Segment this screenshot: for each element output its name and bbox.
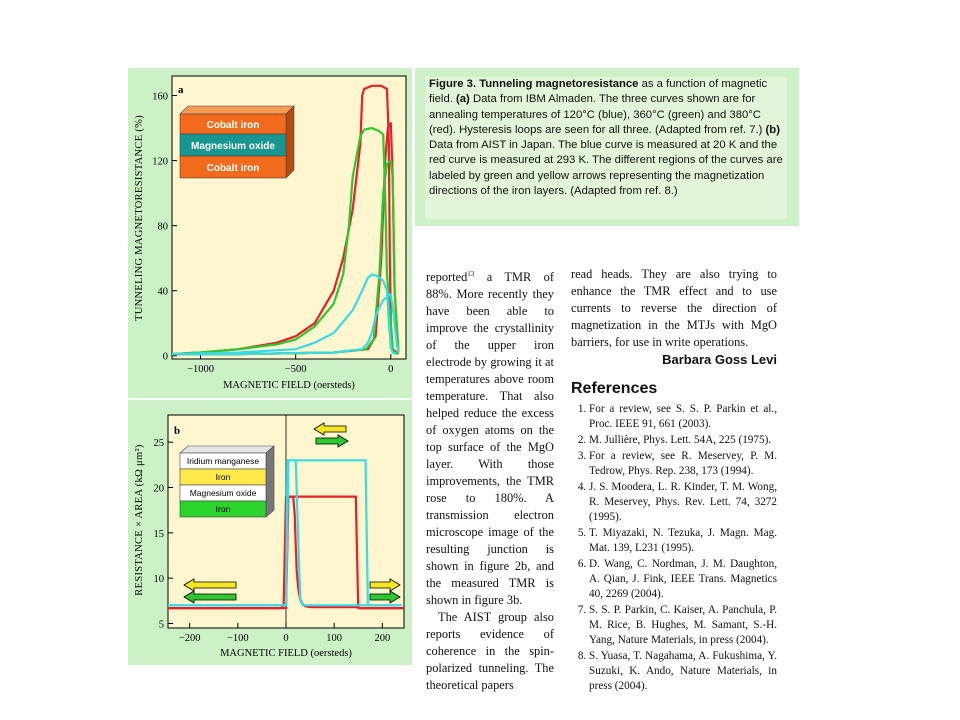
author-signature: Barbara Goss Levi [662,352,777,367]
reference-item: 7. S. S. P. Parkin, C. Kaiser, A. Panchula, P. M. Rice, B. Hughes, M. Samant, S.-H. Yang, Nature Materials, in press (2004). [589,603,777,648]
reference-item: 1. For a review, see S. S. P. Parkin et al., Proc. IEEE 91, 661 (2003). [589,402,777,432]
layer-stack-b [180,446,274,517]
chart-b-x-tick-label: 0 [283,633,289,644]
chart-a-x-tick-label: −500 [284,364,307,375]
chart-a-y-tick-label: 80 [157,221,168,233]
paragraph-1-text: a TMR of 88%. More recently they have been able to improve the crystallinity of the upper iron electrode by growing it at temperatures above room temperature. That also helped reduce the excess of oxygen atoms on the top surface of the MgO layer. With those improvements, the TMR rose to 180%. A transmission electron microscope image of the resulting junction is shown in figure 2b, and the measured TMR is shown in figure 3b. [426,270,554,608]
paragraph-2: The AIST group also reports evidence of coherence in the spin-polarized tunneling. The theoretical papers [426,610,554,693]
figure-3b-svg [128,400,412,665]
layer-label-iridium-manganese: Iridium manganese [186,456,260,466]
references-heading: References [571,380,658,397]
chart-b-x-tick-label: −200 [178,633,201,644]
layer-stack-a [180,106,294,178]
chart-b-x-tick-label: −100 [227,633,249,644]
figure-3b-panel [128,400,412,665]
panel-letter-a: a [178,84,184,96]
x-axis-label-b: MAGNETIC FIELD (oersteds) [220,648,352,659]
caption-a-text: Data from IBM Almaden. The three curves shown are for annealing temperatures of 120°C (blue), 360°C (green) and 380°C (red). Hysteresis loops are seen for all three. (Adapted from ref. 7.) [429,93,766,136]
figure-caption-box [415,68,799,226]
article-column-1 [426,266,554,693]
reference-item: 3. For a review, see R. Meservey, P. M. Tedrow, Phys. Rep. 238, 173 (1994). [589,449,777,479]
ref-superscript-13: 13 [467,270,475,278]
layer-label-magnesium-oxide-b: Magnesium oxide [189,488,257,498]
caption-a-label: (a) [456,93,470,106]
chart-a-y-tick-label: 120 [152,156,168,168]
chart-b-x-tick-label: 200 [374,633,391,644]
chart-b-y-tick-label: 5 [158,619,164,631]
paragraph-3: read heads. They are also trying to enhance the TMR effect and to use currents to reverse the direction of magnetization in the MTJs with MgO barriers, for use in write operations. [571,267,777,349]
chart-a-y-tick-label: 40 [157,286,168,298]
x-axis-label-a: MAGNETIC FIELD (oersteds) [223,380,355,391]
reference-item: 6. D. Wang, C. Nordman, J. M. Daughton, A. Qian, J. Fink, IEEE Trans. Magnetics 40, 2269 (2004). [589,557,777,602]
reference-item: 5. T. Miyazaki, N. Tezuka, J. Magn. Mag. Mat. 139, L231 (1995). [589,526,777,556]
chart-a-y-tick-label: 0 [162,351,168,363]
chart-a-x-tick-label: 0 [388,364,394,375]
article-column-2 [571,266,777,692]
chart-a-y-tick-label: 160 [152,91,168,103]
layer-label-iron-bottom: Iron [215,504,231,514]
paragraph-1 [426,266,554,609]
reference-item: 2. M. Jullière, Phys. Lett. 54A, 225 (1975). [589,433,777,448]
chart-b-y-tick-label: 10 [153,574,164,586]
figure-caption [425,77,787,219]
caption-b-label: (b) [765,123,780,136]
caption-intro: as a function of magnetic field. [429,78,768,106]
chart-b-y-tick-label: 25 [153,438,164,450]
y-axis-label-b: RESISTANCE × AREA (kΩ μm²) [134,444,145,596]
chart-b-x-tick-label: 100 [326,633,343,644]
layer-label-iron-top: Iron [215,472,231,482]
layer-label-cobalt-iron-bottom: Cobalt iron [206,163,260,174]
y-axis-label-a: TUNNELING MAGNETORESISTANCE (%) [134,115,145,321]
reference-item: 4. J. S. Moodera, L. R. Kinder, T. M. Wong, R. Meservey, Phys. Rev. Lett. 74, 3272 (1995). [589,480,777,525]
figure-3a-svg [128,68,412,398]
references-list [571,402,777,694]
word-reported: reported [426,270,468,285]
figure-3a-panel [128,68,412,398]
panel-letter-b: b [174,425,181,437]
chart-b-y-tick-label: 20 [153,483,164,495]
layer-label-cobalt-iron-top: Cobalt iron [206,120,260,131]
reference-item: 8. S. Yuasa, T. Nagahama, A. Fukushima, Y. Suzuki, K. Ando, Nature Materials, in press (2004). [589,649,777,694]
caption-b-text: Data from AIST in Japan. The blue curve is measured at 20 K and the red curve is measured at 293 K. The different regions of the curves are labeled by green and yellow arrows representing the magnetization directions of the iron layers. (Adapted from ref. 8.) [429,139,783,198]
caption-figure-label: Figure 3. Tunneling magnetoresistance [429,78,639,90]
chart-b-y-tick-label: 15 [153,528,164,540]
layer-label-magnesium-oxide: Magnesium oxide [191,141,275,152]
chart-a-x-tick-label: −1000 [187,364,214,375]
